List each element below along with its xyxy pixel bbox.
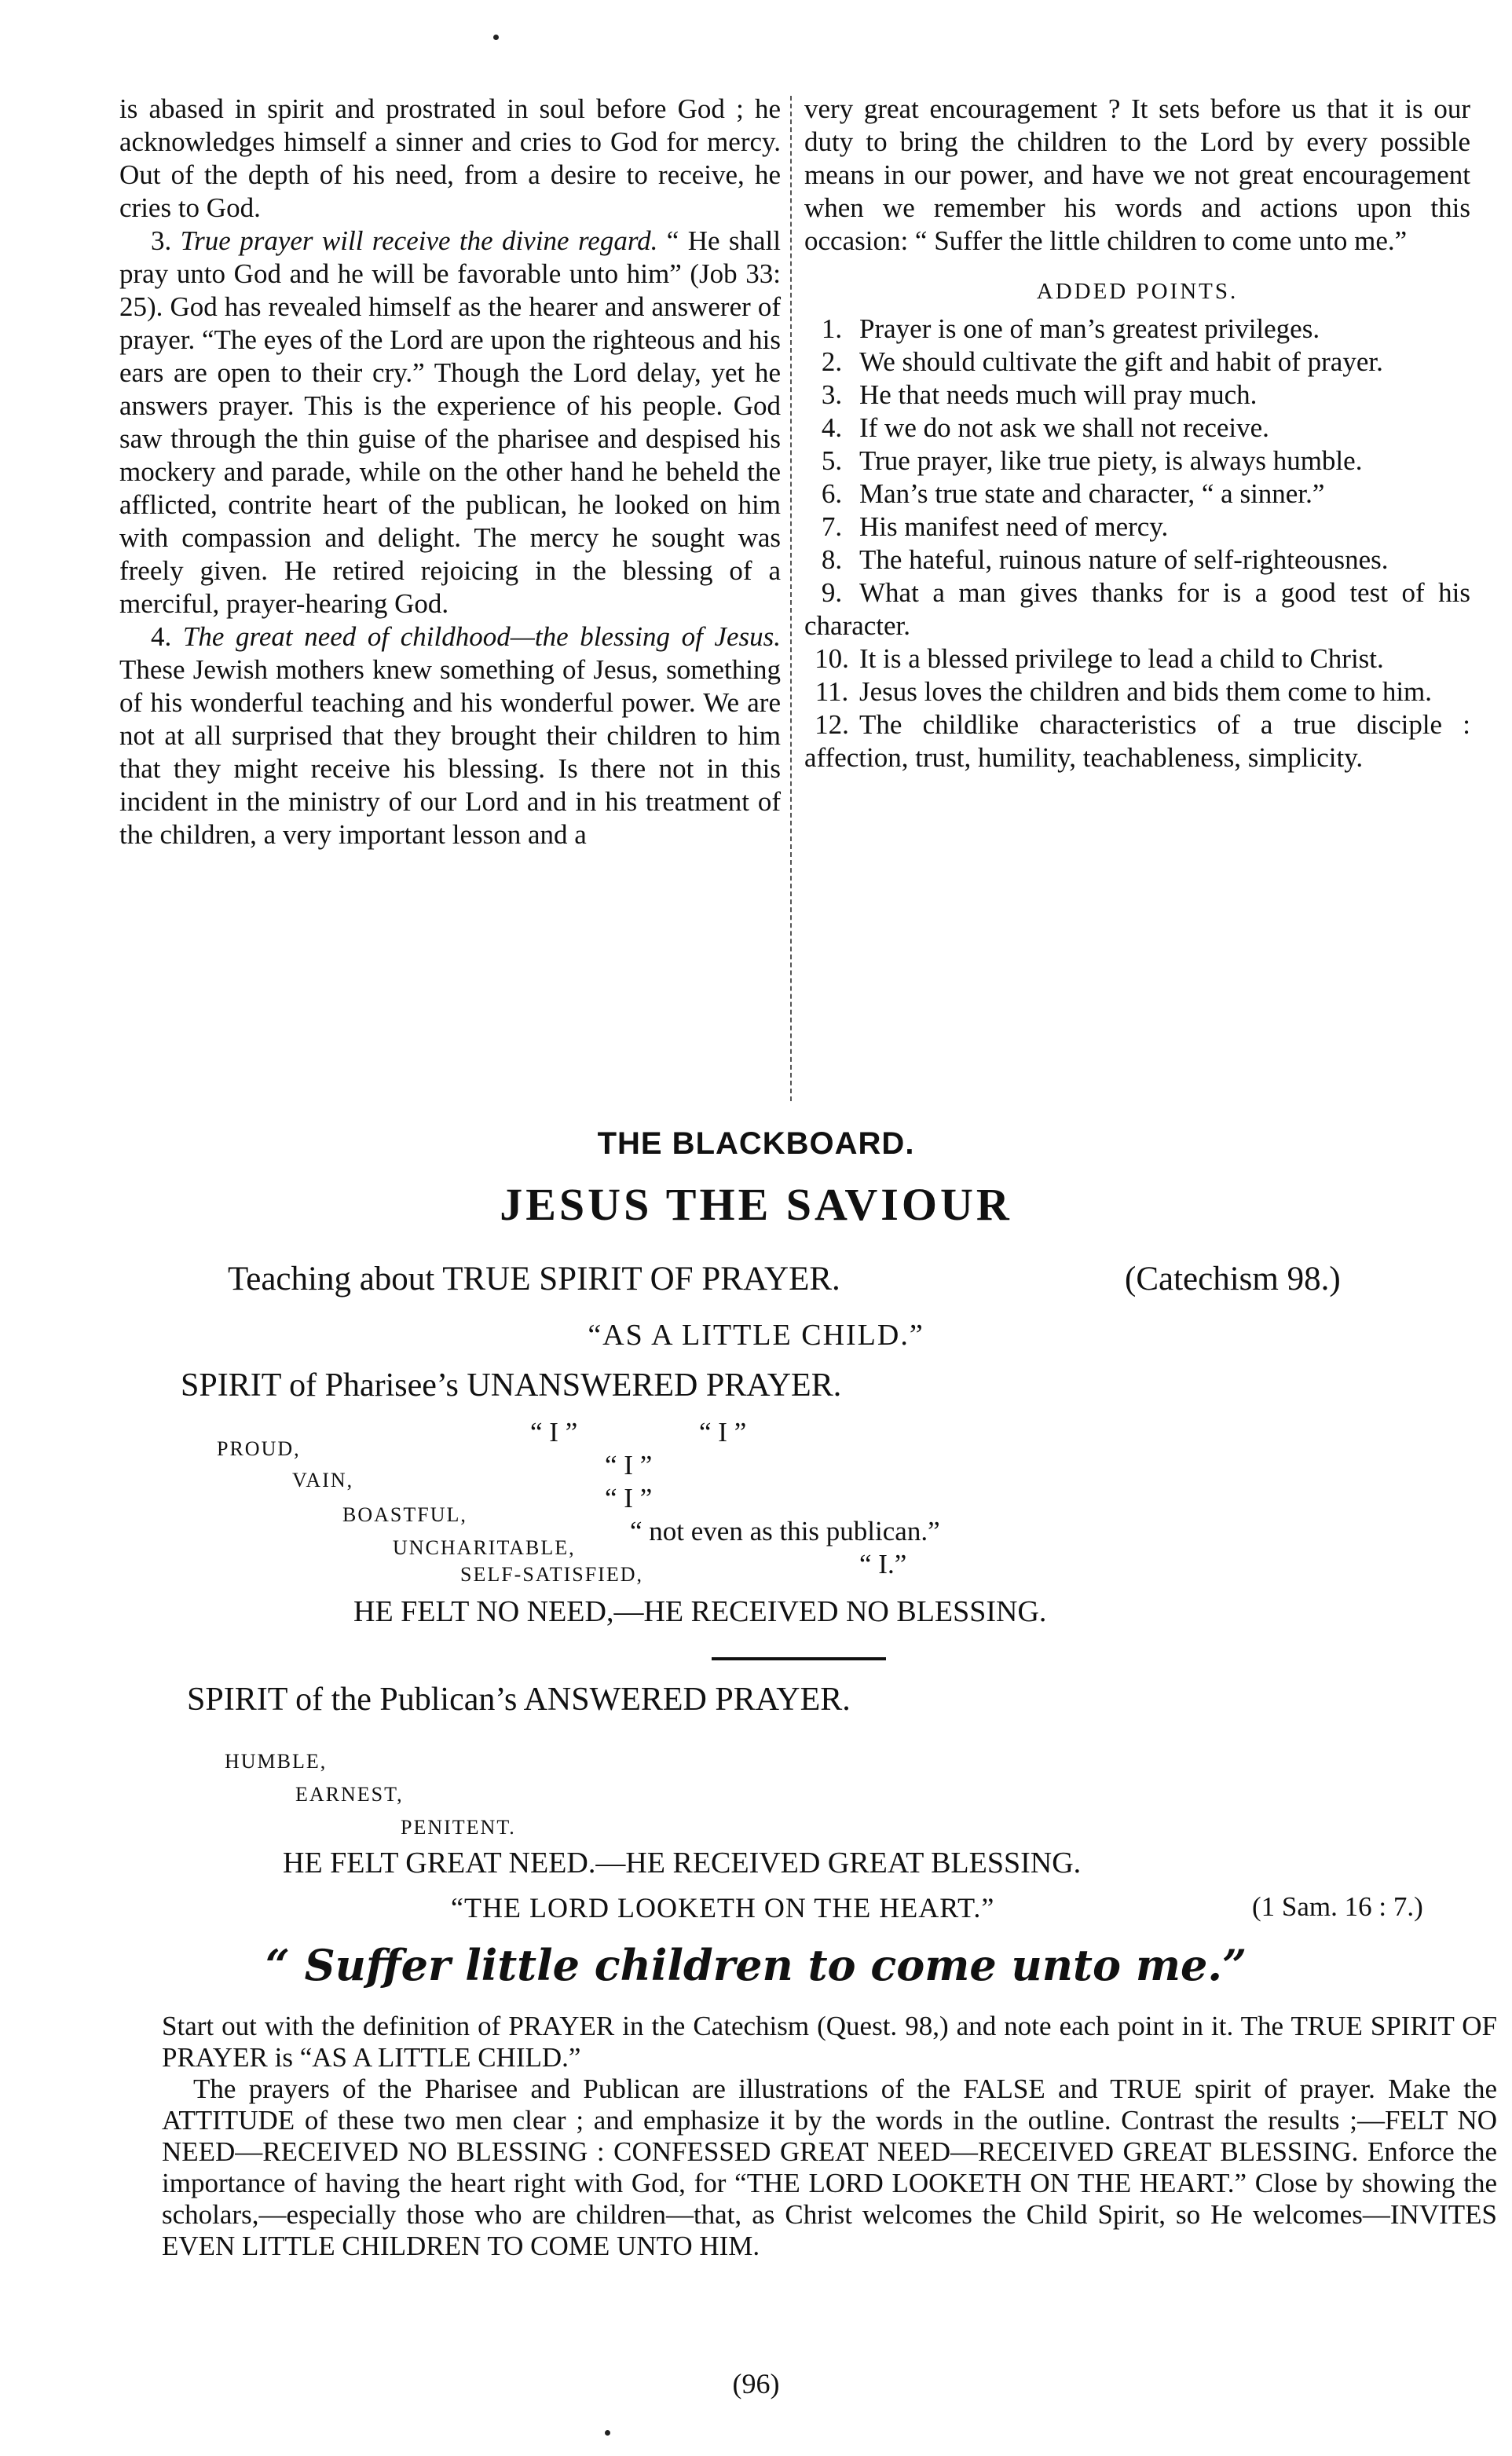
word-proud: PROUD, [217,1437,301,1460]
word-uncharitable: UNCHARITABLE, [393,1536,576,1559]
word-humble: HUMBLE, [225,1750,328,1773]
publican-heading: SPIRIT of the Publican’s ANSWERED PRAYER. [187,1682,851,1718]
sam-reference: (1 Sam. 16 : 7.) [1252,1891,1423,1922]
word-penitent: PENITENT. [401,1816,516,1839]
divider-rule [712,1657,886,1660]
added-point [804,511,1470,544]
added-point-number: 2. [821,346,843,377]
blackboard-title: THE BLACKBOARD. [597,1126,915,1161]
added-point [804,313,1470,346]
left-paragraph-3 [119,620,781,851]
added-points-list [804,313,1470,774]
added-point-text: Man’s true state and character, “ a sinner.” [859,478,1325,509]
i-mark-1: “ I ” [530,1417,578,1448]
left-column [119,93,781,851]
added-point-text: He that needs much will pray much. [859,379,1258,410]
not-even-publican: “ not even as this publican.” [630,1516,940,1546]
suffer-children-line: “ Suffer little children to come unto me.” [265,1940,1247,1990]
added-point [804,412,1470,445]
instructions-paragraph-2: The prayers of the Pharisee and Publican are illustrations of the FALSE and TRUE spirit of prayer. Make the ATTITUDE of these two men clear ; and emphasize it by the words in the outline. Contrast the results ;—FELT NO NEED—RECEIVED NO BLESSING : CONFESSED GREAT NEED—RECEIVED GREAT BLESSING. Enforce the importance of having the heart right with God, for “THE LORD LOOKETH ON THE HEART.” Close by showing the scholars,—especially those who are children—that, as Christ welcomes the Child Spirit, so He welcomes—INVITES EVEN LITTLE CHILDREN TO COME UNTO HIM. [162,2074,1497,2261]
added-point-number: 8. [821,544,843,575]
word-vain: VAIN, [292,1469,354,1492]
added-point-number: 9. [821,577,843,608]
added-point [804,544,1470,576]
catechism-ref: (Catechism 98.) [1125,1261,1341,1298]
point-text: These Jewish mothers knew something of Jesus, something of his wonderful teaching and his wonderful power. We are not at all surprised that they brought their children to him that they might receive his blessing. Is there not in this incident in the ministry of our Lord and in his treatment of the children, a very important lesson and a [119,654,781,850]
i-mark-4: “ I ” [605,1483,653,1513]
added-point-text: If we do not ask we shall not receive. [859,412,1269,443]
added-point-text: Prayer is one of man’s greatest privileges. [859,313,1320,344]
added-point-number: 10. [815,643,849,674]
added-point-number: 3. [821,379,843,410]
left-paragraph-1: is abased in spirit and prostrated in soul before God ; he acknowledges himself a sinner and cries to God for mercy. Out of the depth of his need, from a desire to receive, he cries to God. [119,93,781,223]
i-mark-2: “ I ” [699,1417,747,1448]
point-text: “ He shall pray unto God and he will be favorable unto him” (Job 33: 25). God has revealed himself as the hearer and answerer of prayer. “The eyes of the Lord are upon the righteous and his ears are open to their cry.” Though the Lord delay, yet he answers prayer. This is the experience of his people. God saw through the thin guise of the pharisee and despised his mockery and parade, while on the other hand he beheld the afflicted, contrite heart of the publican, he looked on him with compassion and delight. The mercy he sought was freely given. He retired rejoicing in the blessing of a merciful, prayer-hearing God. [119,225,781,619]
added-point [804,379,1470,412]
added-point-number: 6. [821,478,843,509]
added-point [804,445,1470,478]
instructions-block [162,2011,1497,2262]
added-point [804,478,1470,511]
i-mark-3: “ I ” [605,1450,653,1481]
i-final: “ I.” [859,1549,907,1579]
added-point-number: 5. [821,445,843,476]
right-paragraph-1: very great encouragement ? It sets before us that it is our duty to bring the children to the Lord by every possible means in our power, and have we not great encouragement when we remember his words and actions upon this occasion: “ Suffer the little children to come unto me.” [804,93,1470,256]
column-divider [790,96,792,1101]
point-number: 4. [151,621,172,652]
added-point-text: True prayer, like true piety, is always humble. [859,445,1363,476]
point-number: 3. [151,225,172,256]
added-point-number: 1. [821,313,843,344]
point-heading: True prayer will receive the divine regard. [180,225,658,256]
lord-looketh-line: “THE LORD LOOKETH ON THE HEART.” [451,1892,995,1923]
added-point-number: 4. [821,412,843,443]
teaching-line: Teaching about TRUE SPIRIT OF PRAYER. [228,1261,840,1298]
added-point-text: The childlike characteristics of a true disciple : affection, trust, humility, teachableness, simplicity. [804,709,1470,773]
word-earnest: EARNEST, [295,1783,404,1806]
word-self-satisfied: SELF-SATISFIED, [460,1563,643,1586]
left-paragraph-2 [119,225,781,620]
speck-top [493,35,499,40]
page-number: (96) [732,2368,780,2399]
added-point-text: The hateful, ruinous nature of self-righteousnes. [859,544,1389,575]
added-point [804,708,1470,774]
added-point-number: 12. [815,709,849,740]
added-point [804,675,1470,708]
little-child-line: “AS A LITTLE CHILD.” [588,1319,924,1352]
added-point-number: 7. [821,511,843,542]
added-point [804,346,1470,379]
blackboard-heading: JESUS THE SAVIOUR [500,1179,1012,1230]
added-point-number: 11. [815,676,849,707]
added-points-heading: ADDED POINTS. [1036,279,1239,304]
word-boastful: BOASTFUL, [342,1503,467,1526]
point-heading: The great need of childhood—the blessing of Jesus. [182,621,781,652]
added-point-text: Jesus loves the children and bids them come to him. [859,676,1433,707]
no-need-line: HE FELT NO NEED,—HE RECEIVED NO BLESSING. [353,1595,1047,1628]
pharisee-heading: SPIRIT of Pharisee’s UNANSWERED PRAYER. [181,1367,842,1404]
added-point [804,642,1470,675]
added-point-text: We should cultivate the gift and habit of prayer. [859,346,1383,377]
added-point-text: It is a blessed privilege to lead a child to Christ. [859,643,1384,674]
great-need-line: HE FELT GREAT NEED.—HE RECEIVED GREAT BLESSING. [283,1847,1082,1880]
added-point-text: His manifest need of mercy. [859,511,1169,542]
speck-bottom [605,2430,610,2436]
right-column [804,93,1470,774]
added-point [804,576,1470,642]
instructions-paragraph-1: Start out with the definition of PRAYER in the Catechism (Quest. 98,) and note each point in it. The TRUE SPIRIT OF PRAYER is “AS A LITTLE CHILD.” [162,2011,1497,2073]
added-point-text: What a man gives thanks for is a good test of his character. [804,577,1470,641]
